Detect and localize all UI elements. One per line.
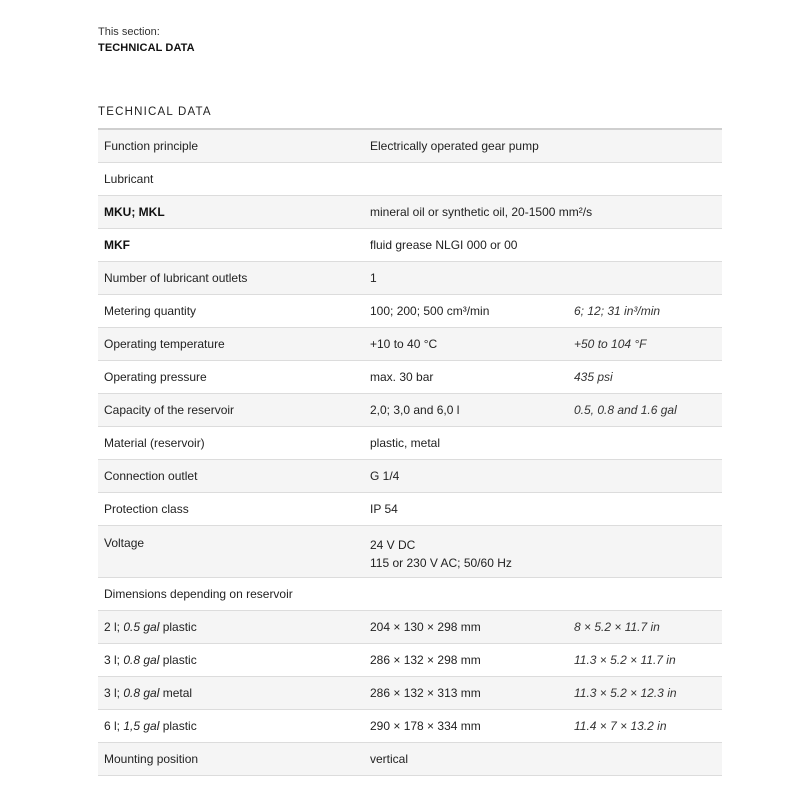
table-row [98, 196, 722, 229]
row-value: plastic, metal [370, 436, 441, 450]
table-row [98, 578, 722, 611]
table-row [98, 526, 722, 578]
row-label: Dimensions depending on reservoir [104, 587, 293, 601]
row-label: Voltage [104, 536, 145, 550]
row-value: max. 30 bar [370, 370, 434, 384]
row-label: Metering quantity [104, 304, 197, 318]
breadcrumb-label: This section: [98, 26, 160, 38]
label-material: metal [159, 686, 193, 700]
row-label: Material (reservoir) [104, 436, 205, 450]
row-imperial-value: 11.3 × 5.2 × 11.7 in [574, 653, 676, 667]
row-label: Operating temperature [104, 337, 225, 351]
voltage-ac-value: 115 or 230 V AC; 50/60 Hz [370, 556, 512, 570]
table-row [98, 130, 722, 163]
breadcrumb [98, 24, 195, 56]
table-row [98, 163, 722, 196]
row-value: 100; 200; 500 cm³/min [370, 304, 490, 318]
label-gallons: 0.8 gal [123, 686, 160, 700]
row-label [98, 686, 370, 700]
row-value: 286 × 132 × 298 mm [370, 653, 481, 667]
row-imperial-value: 11.3 × 5.2 × 12.3 in [574, 686, 677, 700]
table-row [98, 328, 722, 361]
section-title: TECHNICAL DATA [98, 106, 212, 118]
label-material: plastic [159, 620, 197, 634]
label-litres: 6 l; [104, 719, 124, 733]
label-gallons: 0.8 gal [123, 653, 160, 667]
table-row [98, 677, 722, 710]
label-gallons: 0.5 gal [123, 620, 160, 634]
row-value [370, 536, 574, 572]
row-value: mineral oil or synthetic oil, 20-1500 mm²/s [370, 205, 593, 219]
label-litres: 3 l; [104, 653, 124, 667]
voltage-dc-value: 24 V DC [370, 538, 416, 552]
row-label: Protection class [104, 502, 189, 516]
row-label: MKF [104, 238, 130, 252]
table-row [98, 295, 722, 328]
table-row [98, 644, 722, 677]
row-imperial-value: +50 to 104 °F [574, 337, 647, 351]
row-label: Number of lubricant outlets [104, 271, 248, 285]
row-value: 290 × 178 × 334 mm [370, 719, 481, 733]
row-label [98, 653, 370, 667]
row-value: G 1/4 [370, 469, 400, 483]
label-gallons: 1,5 gal [123, 719, 160, 733]
label-litres: 3 l; [104, 686, 124, 700]
table-row [98, 710, 722, 743]
table-row [98, 493, 722, 526]
table-row [98, 361, 722, 394]
row-label [98, 620, 370, 634]
row-label: MKU; MKL [104, 205, 165, 219]
label-material: plastic [159, 653, 197, 667]
row-label: Capacity of the reservoir [104, 403, 235, 417]
row-label: Mounting position [104, 752, 199, 766]
table-row [98, 229, 722, 262]
row-value: 204 × 130 × 298 mm [370, 620, 481, 634]
row-imperial-value: 435 psi [574, 370, 613, 384]
technical-data-table [98, 128, 722, 776]
row-value: IP 54 [370, 502, 398, 516]
row-value: fluid grease NLGI 000 or 00 [370, 238, 518, 252]
table-row [98, 427, 722, 460]
table-row [98, 460, 722, 493]
label-material: plastic [159, 719, 197, 733]
table-row [98, 611, 722, 644]
row-value: vertical [370, 752, 409, 766]
row-value: 2,0; 3,0 and 6,0 l [370, 403, 460, 417]
row-imperial-value: 8 × 5.2 × 11.7 in [574, 620, 660, 634]
table-row [98, 394, 722, 427]
row-imperial-value: 6; 12; 31 in³/min [574, 304, 661, 318]
breadcrumb-current-section[interactable]: TECHNICAL DATA [98, 42, 195, 54]
row-label: Operating pressure [104, 370, 207, 384]
row-label: Connection outlet [104, 469, 198, 483]
row-value: +10 to 40 °C [370, 337, 438, 351]
row-value: 1 [370, 271, 377, 285]
table-row [98, 262, 722, 295]
row-imperial-value: 0.5, 0.8 and 1.6 gal [574, 403, 677, 417]
label-litres: 2 l; [104, 620, 124, 634]
row-label: Lubricant [104, 172, 154, 186]
table-row [98, 743, 722, 776]
row-value: 286 × 132 × 313 mm [370, 686, 481, 700]
row-label [98, 719, 370, 733]
row-imperial-value: 11.4 × 7 × 13.2 in [574, 719, 667, 733]
row-label: Function principle [104, 139, 199, 153]
row-value: Electrically operated gear pump [370, 139, 539, 153]
